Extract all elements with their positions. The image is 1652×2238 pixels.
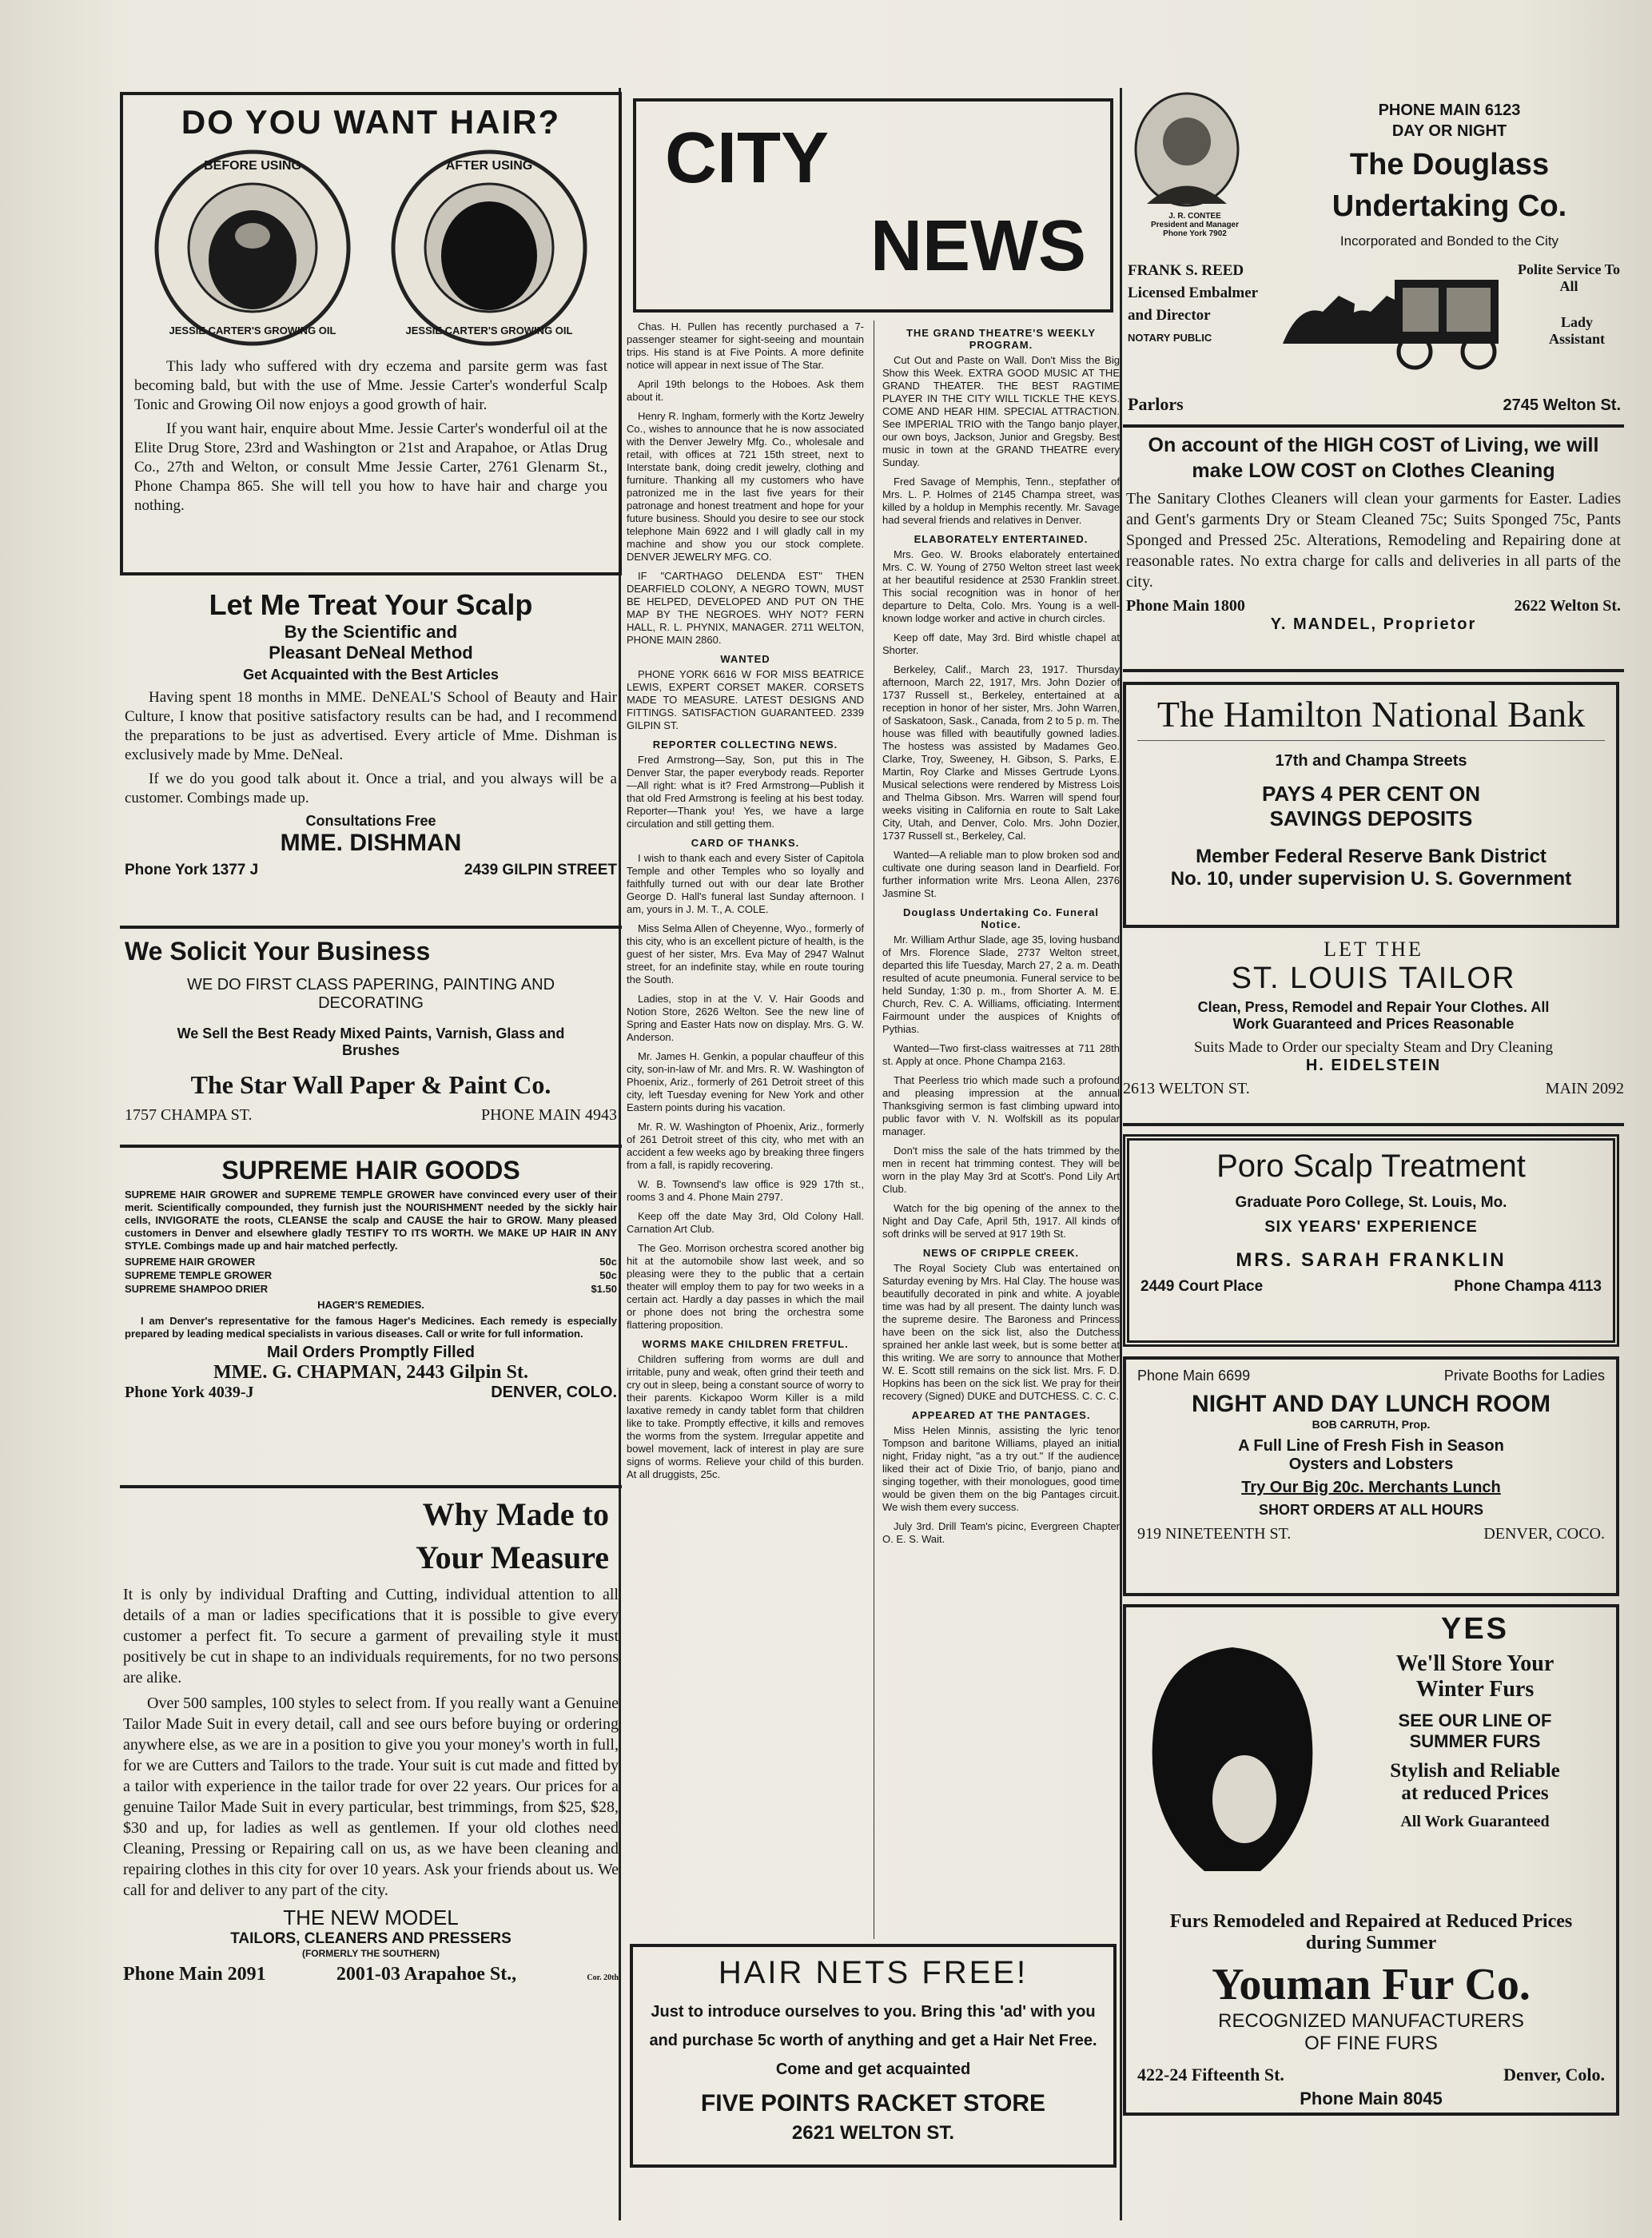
stlouis-address: 2613 WELTON ST. — [1123, 1080, 1250, 1097]
paint-ad-title: We Solicit Your Business — [125, 937, 431, 966]
scalp-ad-address: 2439 GILPIN STREET — [464, 862, 617, 878]
scalp-ad-consult: Consultations Free — [305, 813, 436, 829]
tailor-ad-footer — [123, 1964, 619, 1985]
news-column-right — [874, 321, 1120, 1939]
tailor-ad-sub: TAILORS, CLEANERS AND PRESSERS — [230, 1930, 512, 1947]
column-left — [120, 92, 622, 2222]
before-after-badges — [134, 148, 607, 348]
news-item: Cut Out and Paste on Wall. Don't Miss the Big Show this Week. EXTRA GOOD MUSIC AT THE GRAND THEATER. THE BEST RAGTIME PLAYER IN THE CITY WILL TICKLE THE KEYS. COME AND HEAR HIM. SPECIAL ATTRACTION. See IMPERIAL TRIO with the Tango banjo player, our own boys, Jackson, Junior and Gregsby. Best music in town at the GRAND THEATRE every Sunday. — [882, 354, 1120, 468]
st-louis-tailor-ad — [1123, 938, 1624, 1126]
douglass-lady: Lady Assistant — [1548, 314, 1605, 347]
after-badge — [389, 148, 589, 348]
tailor-ad-phone: Phone Main 2091 — [123, 1964, 266, 1985]
news-item: The Royal Society Club was entertained on Saturday evening by Mrs. Hal Clay. The house was beautifully decorated in pink and white. A joyable time was had by all present. The dainty lunch was the supreme desire. The Baroness and Princess have been on the sick list, also the Dutchess sprained her ankle last week, but is some better at this writing. We are sorry to announce that Mother W. E. Scott still remains on the sick list. Mrs. F. D. Hopkins has been on the sick list. We pray for their recovery (Signed) DUKE and DUTCHESS. C. C. C. — [882, 1262, 1120, 1402]
bank-line3: Member Federal Reserve Bank District — [1196, 846, 1547, 867]
news-item: Miss Selma Allen of Cheyenne, Wyo., formerly of this city, who is an excellent picture of health, is the guest of her sister, Mrs. Eva May of 2947 Walnut street, for an indefinite stay, while en route touring the South. — [627, 922, 864, 986]
news-item: I wish to thank each and every Sister of Capitola Temple and other Temples who so loyally and faithfully turned out with our dear late Brother George D. Hall's funeral last Sunday afternoon. I am, yours in J. M. T., A. COLE. — [627, 852, 864, 915]
news-item: IF "CARTHAGO DELENDA EST" THEN DEARFIELD COLONY, A NEGRO TOWN, MUST BE HELPED, DEVELOPED AND PUT ON THE MAP BY THE NEGROES. WHY NOT? FERN HALL, R. L. PHYNIX, MANAGER. 2711 WELTON, PHONE MAIN 2860. — [627, 570, 864, 646]
after-badge-top-text: AFTER USING — [445, 159, 533, 173]
news-headline: REPORTER COLLECTING NEWS. — [652, 739, 838, 751]
lunch-address: 919 NINETEENTH ST. — [1137, 1525, 1292, 1543]
reed-director: and Director — [1128, 307, 1211, 324]
lunch-line2: Oysters and Lobsters — [1288, 1455, 1454, 1473]
fur-l10: OF FINE FURS — [1304, 2033, 1438, 2054]
paint-ad-line2: We Sell the Best Ready Mixed Paints, Varnish, Glass and Brushes — [177, 1025, 565, 1058]
lunch-room-ad — [1123, 1356, 1619, 1596]
lunch-phone: Phone Main 6699 — [1137, 1368, 1251, 1384]
news-item: Wanted—A reliable man to plow broken sod and cultivate one during season land in Dearfield. For further information write Mrs. Leona Allen, 2376 Jasmine St. — [882, 849, 1120, 899]
portrait-caption: J. R. CONTEE President and Manager Phone York 7902 — [1150, 212, 1240, 238]
stlouis-phone: MAIN 2092 — [1545, 1080, 1624, 1097]
stlouis-footer — [1123, 1080, 1624, 1098]
fur-headlines — [1342, 1612, 1608, 1831]
hair-ad-title: DO YOU WANT HAIR? — [181, 103, 561, 141]
paint-ad — [120, 934, 622, 1148]
stlouis-let: LET THE — [1324, 938, 1423, 961]
douglass-inc: Incorporated and Bonded to the City — [1340, 233, 1559, 249]
hair-ad-para1: This lady who suffered with dry eczema and parsite germ was fast becoming bald, but with the use of Mme. Jessie Carter's wonderful Scalp Tonic and Growing Oil now enjoys a good growth of hair. — [134, 358, 607, 413]
lunch-title: NIGHT AND DAY LUNCH ROOM — [1192, 1391, 1550, 1417]
lunch-line3: Try Our Big 20c. Merchants Lunch — [1241, 1479, 1501, 1496]
goods-ad-title: SUPREME HAIR GOODS — [221, 1156, 520, 1185]
douglass-undertaking-ad — [1123, 92, 1624, 428]
lunch-prop: BOB CARRUTH, Prop. — [1312, 1418, 1431, 1431]
paint-ad-line1: WE DO FIRST CLASS PAPERING, PAINTING AND DECORATING — [186, 976, 555, 1012]
hager-text: I am Denver's representative for the famous Hager's Medicines. Each remedy is especially prepared by leading medical specialists in various diseases. Call or write for full information. — [125, 1315, 617, 1340]
price-item: SUPREME TEMPLE GROWER 50c — [125, 1269, 617, 1281]
nets-ad-title: HAIR NETS FREE! — [718, 1955, 1029, 1990]
city-news-columns — [623, 321, 1123, 1939]
before-badge-top-text: BEFORE USING — [204, 159, 301, 173]
reed-name: FRANK S. REED — [1128, 262, 1244, 279]
before-badge — [153, 148, 352, 348]
portrait — [1131, 92, 1243, 212]
news-item: Mr. R. W. Washington of Phoenix, Ariz., formerly of 261 Detroit street of this city, who met with an accident a few weeks ago by breaking three fingers from a fall, is rapidly recovering. — [627, 1121, 864, 1171]
hair-goods-ad — [120, 1153, 622, 1488]
news-item: PHONE YORK 6616 W FOR MISS BEATRICE LEWIS, EXPERT CORSET MAKER. CORSETS MADE TO MEASURE. LATEST DESIGNS AND FITTINGS. SATISFACTION GUARANTEED. 2339 GILPIN ST. — [627, 668, 864, 731]
news-item: Fred Savage of Memphis, Tenn., stepfather of Mrs. L. P. Holmes of 2145 Champa street, was killed by a holdup in Memphis recently. Mr. Savage had several friends and relatives in Denver. — [882, 476, 1120, 526]
hamilton-bank-ad — [1123, 682, 1619, 928]
column-right — [1123, 92, 1624, 2222]
fur-city: Denver, Colo. — [1503, 2065, 1605, 2085]
news-item: The Geo. Morrison orchestra scored another big hit at the automobile show last week, and so pleasing were they to the public that a certain theater will employ them to pay for two weeks in a certain act. Hardly a day passes in which the mail or phone does not bring the orchestra some flattering proposition. — [627, 1242, 864, 1331]
stlouis-line3: Suits Made to Order our specialty Steam and Dry Cleaning — [1193, 1039, 1554, 1056]
news-item: Keep off date, May 3rd. Bird whistle chapel at Shorter. — [882, 631, 1120, 656]
poro-title: Poro Scalp Treatment — [1216, 1149, 1526, 1184]
poro-line2: SIX YEARS' EXPERIENCE — [1264, 1218, 1478, 1236]
bank-name: The Hamilton National Bank — [1137, 693, 1605, 741]
goods-ad-city: DENVER, COLO. — [491, 1384, 617, 1401]
poro-line1: Graduate Poro College, St. Louis, Mo. — [1235, 1194, 1507, 1211]
youman-fur-ad — [1123, 1604, 1619, 2116]
poro-address: 2449 Court Place — [1140, 1278, 1264, 1295]
fur-l2: Winter Furs — [1415, 1677, 1535, 1702]
douglass-parlors: Parlors — [1128, 394, 1184, 414]
poro-scalp-ad — [1123, 1134, 1619, 1347]
news-headline: THE GRAND THEATRE'S WEEKLY PROGRAM. — [906, 327, 1097, 351]
douglass-staff — [1128, 260, 1258, 349]
news-item: Mr. William Arthur Slade, age 35, loving husband of Mrs. Florence Slade, 2737 Welton street, departed this life Tuesday, March 27, 2 a. m. Death resulted of acute pneumonia. Funeral service to be held Sunday, 1:30 p. m., from Shorter A. M. E. Church, Rev. C. A. Williams, officiating. Interment Fairmount under the auspices of Knights of Pythias. — [882, 934, 1120, 1035]
cleaners-owner: Y. MANDEL, Proprietor — [1270, 615, 1477, 633]
notary: NOTARY PUBLIC — [1128, 332, 1212, 344]
scalp-treatment-ad — [120, 583, 622, 929]
news-item: Chas. H. Pullen has recently purchased a 7-passenger steamer for sight-seeing and mountain trips. His stand is at Five Points. A more definite notice will appear in next issue of The Star. — [627, 321, 864, 371]
fur-l9: RECOGNIZED MANUFACTURERS — [1218, 2010, 1524, 2032]
fur-phone: Phone Main 8045 — [1300, 2089, 1443, 2109]
stlouis-line1: Clean, Press, Remodel and Repair Your Clothes. All — [1197, 999, 1550, 1015]
bank-line1: PAYS 4 PER CENT ON — [1261, 782, 1481, 806]
fur-l1: We'll Store Your — [1395, 1651, 1554, 1676]
fur-l5: Stylish and Reliable — [1390, 1760, 1560, 1782]
paint-ad-name: The Star Wall Paper & Paint Co. — [190, 1070, 551, 1099]
douglass-name1: The Douglass — [1349, 148, 1550, 181]
hair-ad-para2: If you want hair, enquire about Mme. Jessie Carter's wonderful oil at the Elite Drug Store, 23rd and Washington or 21st and Arapahoe, or Atlas Drug Co., 27th and Welton, or consult Mme Jessie Carter, 2761 Glenarm St., Phone Champa 865. She will tell you how to have hair and charge you nothing. — [134, 420, 607, 514]
fur-bottom — [1137, 1911, 1605, 2109]
lunch-booths: Private Booths for Ladies — [1443, 1368, 1605, 1384]
stlouis-line2: Work Guaranteed and Prices Reasonable — [1232, 1016, 1515, 1032]
news-headline: ELABORATELY ENTERTAINED. — [914, 533, 1089, 545]
news-item: Keep off the date May 3rd, Old Colony Hall. Carnation Art Club. — [627, 1210, 864, 1235]
fur-l6: at reduced Prices — [1401, 1782, 1549, 1804]
fur-l3: SEE OUR LINE OF — [1398, 1710, 1552, 1730]
douglass-address: 2745 Welton St. — [1503, 396, 1621, 414]
cleaners-address: 2622 Welton St. — [1514, 597, 1621, 615]
goods-ad-mail: Mail Orders Promptly Filled — [266, 1344, 476, 1361]
cleaners-title: On account of the HIGH COST of Living, we will make LOW COST on Clothes Cleaning — [1148, 434, 1599, 482]
news-headline: APPEARED AT THE PANTAGES. — [911, 1409, 1091, 1421]
price-item: SUPREME HAIR GROWER 50c — [125, 1256, 617, 1268]
stlouis-name: ST. LOUIS TAILOR — [1231, 962, 1516, 995]
news-column-left — [627, 321, 864, 1939]
douglass-phone: PHONE MAIN 6123 — [1378, 102, 1521, 119]
news-item: Wanted—Two first-class waitresses at 711 28th st. Apply at once. Phone Champa 2163. — [882, 1042, 1120, 1067]
douglass-footer — [1128, 394, 1621, 415]
before-badge-bottom-text: JESSIE CARTER'S GROWING OIL — [169, 325, 336, 336]
fur-l8: Furs Remodeled and Repaired at Reduced Prices during Summer — [1169, 1911, 1573, 1953]
lunch-line4: SHORT ORDERS AT ALL HOURS — [1258, 1502, 1483, 1518]
tailor-ad — [120, 1493, 622, 2101]
lunch-city: DENVER, COCO. — [1483, 1525, 1605, 1543]
scalp-ad-sub1: By the Scientific and — [284, 622, 458, 642]
scalp-ad-sub3: Get Acquainted with the Best Articles — [243, 667, 499, 683]
scalp-ad-phone: Phone York 1377 J — [125, 862, 259, 878]
nets-ad-para: Just to introduce ourselves to you. Bring this 'ad' with you and purchase 5c worth of anything and get a Hair Net Free. Come and get acquainted — [649, 2003, 1097, 2078]
hair-nets-ad — [630, 1944, 1117, 2168]
fur-address: 422-24 Fifteenth St. — [1137, 2065, 1284, 2085]
stlouis-owner: H. EIDELSTEIN — [1305, 1057, 1442, 1074]
column-center — [623, 92, 1123, 2222]
news-item: Mr. James H. Genkin, a popular chauffeur of this city, son-in-law of Mr. and Mrs. R. W. Washington of Phoenix, Ariz., formerly of 261 Detroit street of this city, left Tuesday evening for New York and other Eastern points during his vacation. — [627, 1050, 864, 1113]
news-item: W. B. Townsend's law office is 929 17th st., rooms 3 and 4. Phone Main 2797. — [627, 1178, 864, 1203]
paint-ad-phone: PHONE MAIN 4943 — [481, 1106, 617, 1124]
news-item: That Peerless trio which made such a profound and pleasing impression at the annual Thanksgiving sermon is fast climbing upward into public favor with V. N. Wolfskill as its popular manager. — [882, 1074, 1120, 1137]
poro-footer — [1140, 1278, 1602, 1296]
news-item: Don't miss the sale of the hats trimmed by the men in recent hat trimming contest. They will be worn in the play May 3rd at Scott's. Pond Lily Art Club. — [882, 1145, 1120, 1195]
cleaners-para: The Sanitary Clothes Cleaners will clean your garments for Easter. Ladies and Gent's garments Dry or Steam Cleaned 75c; Suits Sponged 75c, Pants Sponged and Pressed 25c. Alterations, Remodeling and Repairing done at reasonable rates. No extra charge for calls and deliveries in all parts of the city. — [1126, 490, 1621, 591]
bank-line2: SAVINGS DEPOSITS — [1269, 806, 1473, 830]
news-headline: CARD OF THANKS. — [691, 837, 800, 849]
news-item: Miss Helen Minnis, assisting the lyric tenor Tompson and baritone Williams, played an initial night, Friday night, "as a try out." If the audience liked their act of Dixie Trio, of banjo, piano and singing together, with their monologues, good time would be given them on the big Pantages circuit. We wish them every success. — [882, 1424, 1120, 1513]
news-item: Fred Armstrong—Say, Son, put this in The Denver Star, the paper everybody reads. Reporter—All right: what is it? Fred Armstrong—Publish it that old Fred Armstrong is feeling at his best today. Reporter—Thank you! Yes, we have a large circulation and still getting them. — [627, 754, 864, 830]
tailor-ad-corner: Cor. 20th — [587, 1973, 619, 1982]
scalp-ad-para1: Having spent 18 months in MME. DeNEAL'S School of Beauty and Hair Culture, I know that positive satisfactory results can be had, and I recommend the preparations to be just as advertised. Every article of Mme. Dishman is exclusively made by Mme. DeNeal. — [125, 689, 617, 763]
news-item: April 19th belongs to the Hoboes. Ask them about it. — [627, 378, 864, 403]
fur-name: Youman Fur Co. — [1212, 1960, 1531, 2009]
fur-l4: SUMMER FURS — [1409, 1731, 1541, 1751]
poro-name: MRS. SARAH FRANKLIN — [1236, 1249, 1507, 1271]
reed-embalmer: Licensed Embalmer — [1128, 285, 1259, 301]
nets-ad-address: 2621 WELTON ST. — [791, 2122, 955, 2144]
after-badge-bottom-text: JESSIE CARTER'S GROWING OIL — [405, 325, 573, 336]
douglass-name2: Undertaking Co. — [1332, 189, 1567, 223]
news-headline: NEWS OF CRIPPLE CREEK. — [922, 1247, 1080, 1259]
hair-oil-ad — [120, 92, 622, 575]
paint-ad-address: 1757 CHAMPA ST. — [125, 1106, 253, 1124]
scalp-ad-sub2: Pleasant DeNeal Method — [269, 643, 473, 663]
lunch-top — [1137, 1368, 1605, 1384]
news-item: Children suffering from worms are dull and irritable, puny and weak, often grind their teeth and cry out in sleep, being a constant source of worry to their parents. Kickapoo Worm Killer is a mild laxative remedy in candy tablet form that children like to take. Promptly effective, it kills and removes the worms from the system. Irregular appetite and bowel movement, lack of interest in play are sure signs of worms. Relieve your child of this burden. At all druggists, 25c. — [627, 1353, 864, 1480]
bank-address: 17th and Champa Streets — [1275, 752, 1467, 770]
scalp-ad-para2: If we do you good talk about it. Once a trial, and you always will be a customer. Combings made up. — [125, 771, 617, 806]
tailor-ad-title: Why Made to Your Measure — [416, 1496, 609, 1575]
news-item: Mrs. Geo. W. Brooks elaborately entertained Mrs. C. W. Young of 2750 Welton street last week at her beautiful residence at 2530 Franklin street. This social recognition was in honor of her departure to Delta, Colo. Mrs. Young is a well-known lodge worker and active in church circles. — [882, 548, 1120, 624]
tailor-ad-para1: It is only by individual Drafting and Cutting, individual attention to all details of a man or ladies specifications that it is possible to give every customer a perfect fit. To secure a garment of prevailing style it must positively be cut in shape to an individuals requirements, for no two persons are alike. — [123, 1586, 619, 1686]
banner-city: CITY — [665, 118, 830, 198]
hager-head: HAGER'S REMEDIES. — [317, 1299, 424, 1311]
news-headline: WANTED — [720, 653, 770, 665]
tailor-ad-name: THE NEW MODEL — [283, 1905, 459, 1929]
paint-ad-footer — [125, 1106, 617, 1125]
douglass-day: DAY OR NIGHT — [1391, 122, 1507, 140]
nets-ad-name: FIVE POINTS RACKET STORE — [700, 2090, 1046, 2117]
scalp-ad-footer — [125, 862, 617, 879]
goods-ad-footer — [125, 1384, 617, 1402]
lunch-line1: A Full Line of Fresh Fish in Season — [1238, 1437, 1504, 1455]
goods-ad-phone: Phone York 4039-J — [125, 1384, 254, 1401]
goods-ad-name: MME. G. CHAPMAN, 2443 Gilpin St. — [213, 1362, 528, 1383]
banner-news: NEWS — [870, 206, 1086, 286]
cleaners-footer — [1126, 597, 1621, 615]
news-headline: WORMS MAKE CHILDREN FRETFUL. — [642, 1338, 849, 1350]
goods-ad-para: SUPREME HAIR GROWER and SUPREME TEMPLE GROWER have convinced every user of their merit. Scientifically compounded, they furnish just the NOURISHMENT needed by the sickly hair cells, INVIGORATE the roots, CLEANSE the scalp and CAUSE the hair to GROW. Many pleased customers in Denver and elsewhere gladly TESTIFY TO ITS WORTH. We MAKE UP HAIR IN ANY STYLE. Combings made up and hair matched perfectly. — [125, 1189, 617, 1252]
fur-footer — [1137, 2065, 1605, 2085]
news-item: Henry R. Ingham, formerly with the Kortz Jewelry Co., wishes to announce that he is now associated with the Denver Jewelry Mfg. Co., wholesale and retail, with offices at 721 15th street, next to Interstate bank, doing credit jewelry, clothing and furniture. Thanking all my customers who have patronized me in the last five years for their patronage and honest treatment and hope for your future business. Should you desire to see our stock telephone Main 6922 and I will gladly call in my machine and show you our stock complete. DENVER JEWELRY MFG. CO. — [627, 410, 864, 563]
cleaners-phone: Phone Main 1800 — [1126, 597, 1245, 615]
tailor-ad-address: 2001-03 Arapahoe St., — [336, 1964, 517, 1985]
goods-ad-price-list — [125, 1256, 617, 1296]
sanitary-cleaners-ad — [1123, 432, 1624, 672]
scalp-ad-name: MME. DISHMAN — [280, 830, 462, 856]
hearse-illustration — [1275, 256, 1507, 372]
fur-illustration — [1140, 1639, 1324, 1879]
city-news-banner — [633, 98, 1113, 313]
bank-line4: No. 10, under supervision U. S. Government — [1170, 868, 1572, 890]
news-item: Watch for the big opening of the annex to the Night and Day Cafe, April 5th, 1917. All kinds of soft drinks will be served at 917 19th St. — [882, 1202, 1120, 1240]
price-item: SUPREME SHAMPOO DRIER $1.50 — [125, 1283, 617, 1295]
fur-l7: All Work Guaranteed — [1400, 1813, 1550, 1830]
fur-yes: YES — [1440, 1612, 1510, 1646]
tailor-ad-former: (FORMERLY THE SOUTHERN) — [301, 1948, 440, 1959]
news-item: Berkeley, Calif., March 23, 1917. Thursday afternoon, March 22, 1917, Mrs. John Dozier of 1737 Russell st., Berkeley, entertained at a reception in honor of her sister, Mrs. John Warren, of Saskatoon, Sask., Canada, from 2 to 5 p. m. The house was filled with beautifully gowned ladies. The hostess was assisted by Madames Geo. Clarke, Troy, Sweeney, H. Gibson, S. Parks, E. Martin, Roy Clarke and Misses Gertrude Lyons. Musical selections were rendered by Mistress Lois and Thelma Gibson. Mrs. Warren will spend four weeks visiting in California en route to Salt Lake City, Utah, and Denver, Colo. Mrs. John Dozier, 1737 Russell st., Berkeley, Cal. — [882, 663, 1120, 842]
news-item: Ladies, stop in at the V. V. Hair Goods and Notion Store, 2626 Welton. See the new line of Spring and Easter Hats now on display. Mrs. G. W. Anderson. — [627, 993, 864, 1043]
news-item: July 3rd. Drill Team's picinc, Evergreen Chapter O. E. S. Wait. — [882, 1520, 1120, 1545]
news-headline: Douglass Undertaking Co. Funeral Notice. — [902, 906, 1100, 930]
poro-phone: Phone Champa 4113 — [1454, 1278, 1602, 1295]
douglass-polite: Polite Service To All — [1518, 261, 1620, 294]
scalp-ad-title: Let Me Treat Your Scalp — [209, 588, 533, 621]
tailor-ad-para2: Over 500 samples, 100 styles to select from. If you really want a Genuine Tailor Made Suit in every detail, call and see ours before buying or ordering anywhere else, as we are in a position to give you your money's worth in full, for we are Cutters and Tailors to the trade. Your suit is cut made and fitted by a tailor with experience in the tailor trade for over 22 years. Our prices for a genuine Tailor Made Suit in every particular, best trimmings, from $25, $28, $30 and up, for ladies as well as gentlemen. If your old clothes need Cleaning, Pressing or Repairing call on us, as we have been cleaning and repairing clothes in this city for over 10 years. Ask your friends about us. We call for and deliver to any part of the city. — [123, 1694, 619, 1899]
lunch-footer — [1137, 1525, 1605, 1543]
